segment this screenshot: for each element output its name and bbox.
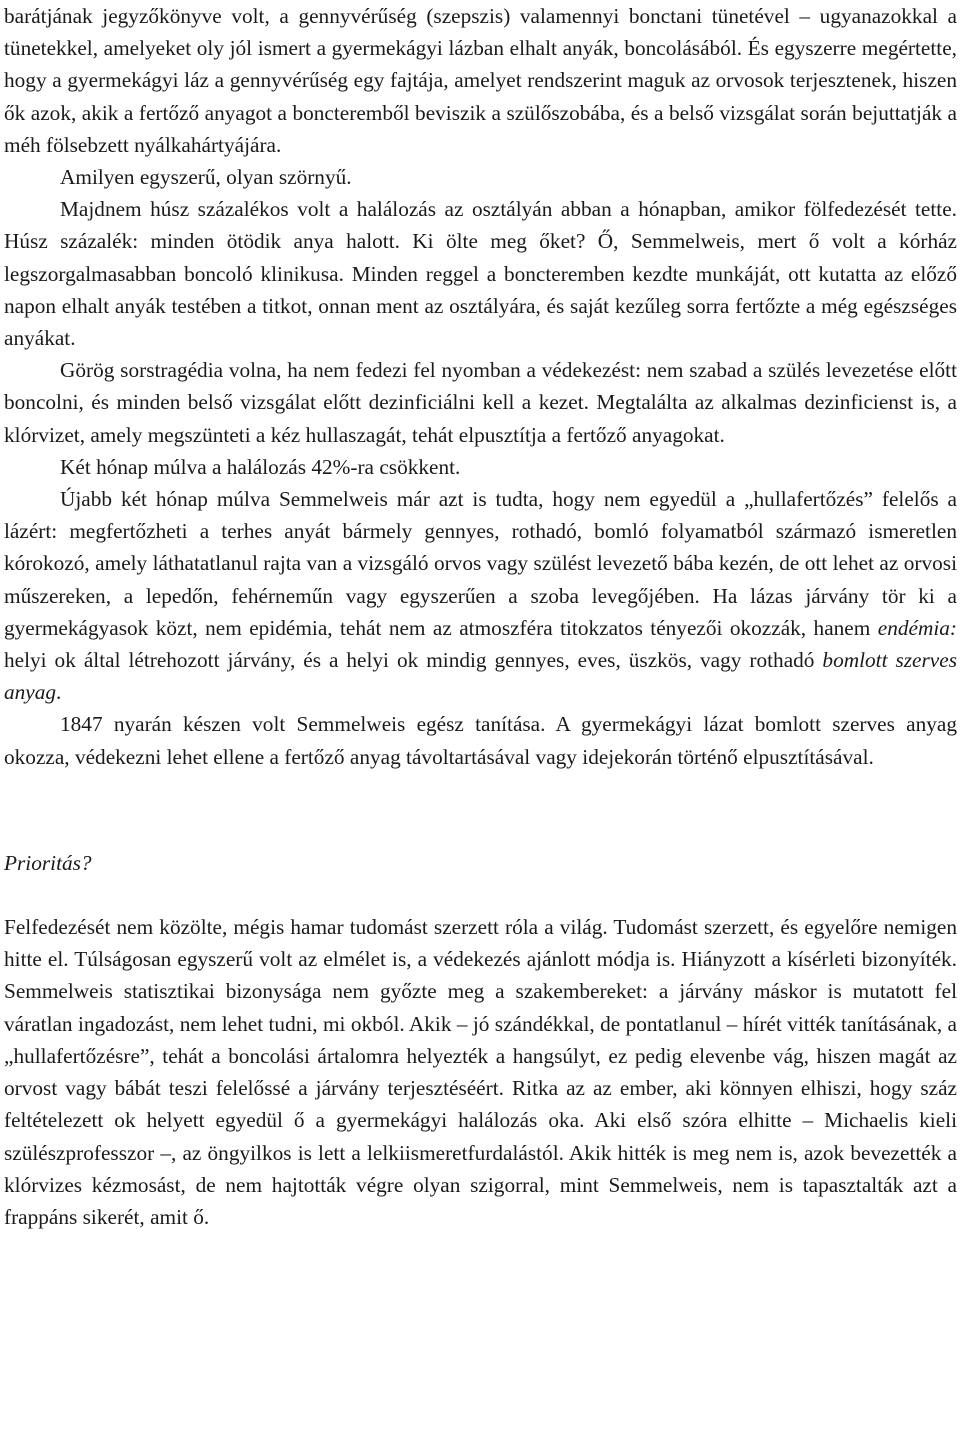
section-body-text: [4, 911, 957, 1233]
section-heading: Prioritás?: [4, 850, 92, 875]
paragraph-5-text: Két hónap múlva a halálozás 42%-ra csökkent.: [60, 454, 461, 479]
section-spacer: [4, 773, 957, 847]
section-paragraph-1-text: Felfedezését nem közölte, mégis hamar tudomást szerzett róla a világ. Tudomást szerzett, és egyelőre nemigen hitte el. Túlságosan egyszerű volt az elmélet is, a védekezés ajánlott módja is. Hiányzott a kísérleti bizonyíték. Semmelweis statisztikai bizonysága nem győzte meg a szakembereket: a járvány máskor is mutatott fel váratlan ingadozást, nem lehet tudni, mi okból. Akik – jó szándékkal, de pontatlanul – hírét vitték tanításának, a „hullafertőzésre”, tehát a boncolási ártalomra helyezték a hangsúlyt, ez pedig elevenbe vág, hiszen magát az orvost vagy bábát teszi felelőssé a járvány terjesztéséért. Ritka az az ember, aki könnyen elhiszi, hogy száz feltételezett ok helyett egyedül ő a gyermekágyi halálozás oka. Aki első szóra elhitte – Michaelis kieli szülészprofesszor –, az öngyilkos is lett a lelkiismeretfurdalástól. Akik hitték is meg nem is, azok bevezették a klórvizes kézmosást, de nem hajtották végre olyan szigorral, mint Semmelweis, nem is tapasztalták azt a frappáns sikerét, amit ő.: [4, 915, 957, 1229]
paragraph-2-text: Amilyen egyszerű, olyan szörnyű.: [60, 165, 352, 190]
paragraph-6-text-a: Újabb két hónap múlva Semmelweis már azt is tudta, hogy nem egyedül a „hullafertőzés” felelős a lázért: megfertőzheti a terhes anyát bármely gennyes, rothadó, bomló folyamatból származó ismeretlen kórokozó, amely láthatatlanul rajta van a vizsgáló orvos vagy szülést levezető bába kezén, de ott lehet az orvosi műszereken, a lepedőn, fehérneműn vagy egyszerűen a szoba levegőjében. Ha lázas járvány tör ki a gyermekágyasok közt, nem epidémia, tehát nem az atmoszféra titokzatos tényezői okozzák, hanem: [4, 487, 957, 640]
section-paragraph-1: [4, 911, 957, 1233]
paragraph-6: [4, 483, 957, 708]
paragraph-3-text: Majdnem húsz százalékos volt a halálozás az osztályán abban a hónapban, amikor fölfedezését tette. Húsz százalék: minden ötödik anya halott. Ki ölte meg őket? Ő, Semmelweis, mert ő volt a kórház legszorgalmasabban boncoló klinikusa. Minden reggel a boncteremben kezdte munkáját, ott kutatta az előző napon elhalt anyák testében a titkot, onnan ment az osztályára, és saját kezűleg sorra fertőzte a még egészséges anyákat.: [4, 197, 957, 351]
paragraph-1: [4, 0, 957, 161]
paragraph-6-term-bomlott: bomlott szerves anyag: [4, 648, 957, 705]
paragraph-2: [4, 161, 957, 193]
paragraph-3: [4, 193, 957, 354]
paragraph-4-text: Görög sorstragédia volna, ha nem fedezi fel nyomban a védekezést: nem szabad a szülés levezetése előtt boncolni, és minden belső vizsgálat előtt dezinficiálni kell a kezet. Megtalálta az alkalmas dezinficienst is, a klórvizet, amely megszünteti a kéz hullaszagát, tehát elpusztítja a fertőző anyagokat.: [4, 358, 957, 447]
document-page: [4, 0, 957, 1233]
paragraph-6-text-c: .: [56, 680, 62, 705]
paragraph-4: [4, 354, 957, 451]
paragraph-7: [4, 708, 957, 772]
paragraph-6-text-b: helyi ok által létrehozott járvány, és a helyi ok mindig gennyes, eves, üszkös, vagy rothadó: [4, 648, 823, 673]
paragraph-6-term-endemia: endémia:: [877, 615, 957, 640]
paragraph-1-text: barátjának jegyzőkönyve volt, a gennyvérűség (szepszis) valamennyi bonctani tünetével – ugyanazokkal a tünetekkel, amelyeket oly jól ismert a gyermekágyi lázban elhalt anyák, boncolásából. És egyszerre megértette, hogy a gyermekágyi láz a gennyvérűség egy fajtája, amelyet rendszerint maguk az orvosok terjesztenek, hiszen ők azok, akik a fertőző anyagot a boncteremből beviszik a szülőszobába, és a belső vizsgálat során bejuttatják a méh fölsebzett nyálkahártyájára.: [4, 4, 957, 157]
heading-spacer: [4, 879, 957, 911]
paragraph-5: [4, 451, 957, 483]
body-text: [4, 0, 957, 773]
paragraph-7-text: 1847 nyarán készen volt Semmelweis egész tanítása. A gyermekágyi lázat bomlott szerves anyag okozza, védekezni lehet ellene a fertőző anyag távoltartásával vagy idejekorán történő elpusztításával.: [4, 712, 957, 769]
